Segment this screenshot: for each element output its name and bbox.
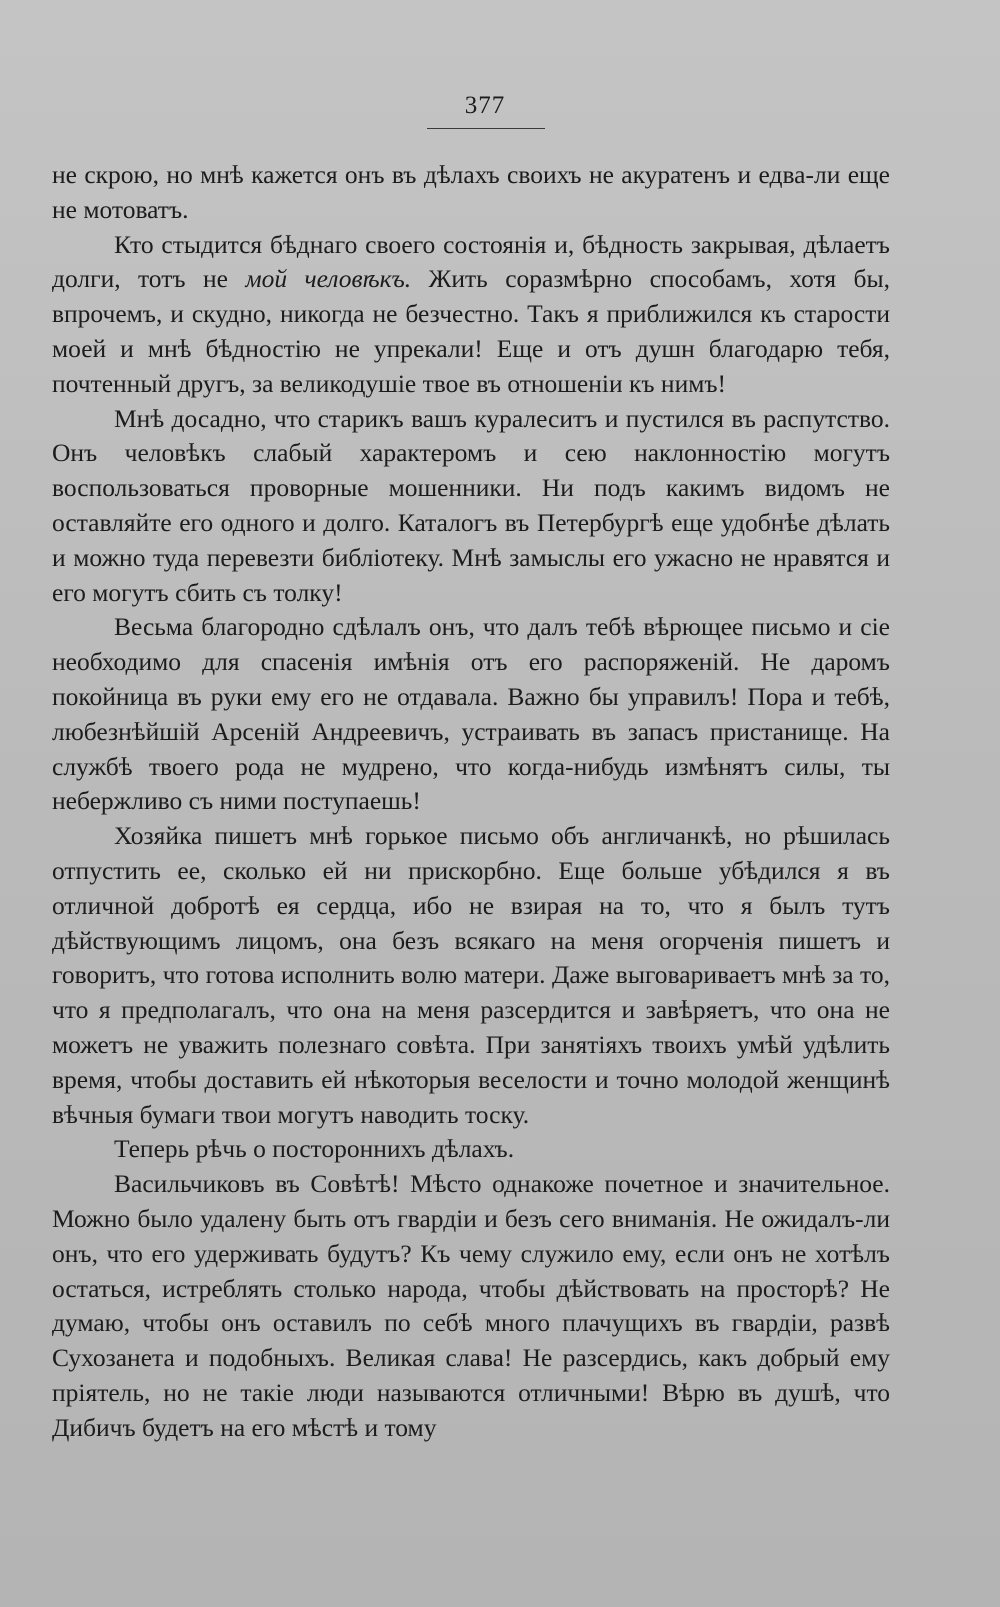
paragraph-7: Васильчиковъ въ Совѣтѣ! Мѣсто однакоже почетное и значительное. Можно было удалену быть отъ гвардіи и безъ сего вниманія. Не ожидалъ-ли онъ, что его удерживать будутъ? Къ чему служило ему, если онъ не хотѣлъ остаться, истреблять столько народа, чтобы дѣйствовать на просторѣ? Не думаю, чтобы онъ оставилъ по себѣ много плачущихъ въ гвардіи, развѣ Сухозанета и подобныхъ. Великая слава! Не разсердись, какъ добрый ему пріятель, но не такіе люди называются отличными! Вѣрю въ душѣ, что Дибичъ будетъ на его мѣстѣ и тому [52,1169,890,1442]
paragraph-2-text-after: Жить соразмѣрно способамъ, хотя бы, впрочемъ, и скудно, никогда не безчестно. Такъ я приближился къ старости моей и мнѣ бѣдностію не упрекали! Еще и отъ душн благодарю тебя, почтенный другъ, за великодушіе твое въ отношеніи къ нимъ! [52,264,891,398]
paragraph-6: Теперь рѣчь о постороннихъ дѣлахъ. [114,1134,515,1164]
paragraph-2-text-before: Кто стыдится бѣднаго своего состоянія и, бѣдность закрывая, дѣлаетъ долги, тотъ не [52,229,890,294]
paragraph-1: не скрою, но мнѣ кажется онъ въ дѣлахъ своихъ не акуратенъ и едва-ли еще не мотоватъ. [52,160,890,224]
paragraph-2-italic-phrase: мой человѣкъ. [245,264,412,294]
page-number: 377 [464,92,506,119]
paragraph-4: Весьма благородно сдѣлалъ онъ, что далъ тебѣ вѣрющее письмо и сіе необходимо для спасенія имѣнія отъ его распоряженій. Не даромъ покойница въ руки ему его не отдавала. Важно бы управилъ! Пора и тебѣ, любезнѣйшій Арсеній Андреевичъ, устраивать въ запасъ пристанище. На службѣ твоего рода не мудрено, что когда-нибудь измѣнятъ силы, ты небержливо съ ними поступаешь! [52,612,890,816]
page-header [0,92,1000,129]
header-rule [427,128,545,129]
paragraph-3: Мнѣ досадно, что старикъ вашъ куралеситъ и пустился въ распутство. Онъ человѣкъ слабый характеромъ и сею наклонностію могутъ воспользоваться проворные мошенники. Ни подъ какимъ видомъ не оставляйте его одного и долго. Каталогъ въ Петербургѣ еще удобнѣе дѣлать и можно туда перевезти библіотеку. Мнѣ замыслы его ужасно не нравятся и его могутъ сбить съ толку! [52,403,890,607]
paragraph-2 [52,228,890,402]
letter-text [52,158,890,1445]
paragraph-5: Хозяйка пишетъ мнѣ горькое письмо объ англичанкѣ, но рѣшилась отпустить ее, сколько ей ни прискорбно. Еще больше убѣдился я въ отличной добротѣ ея сердца, ибо не взирая на то, что я былъ тутъ дѣйствующимъ лицомъ, она безъ всякаго на меня огорченія пишетъ и говоритъ, что готова исполнить волю матери. Даже выговариваетъ мнѣ за то, что я предполагалъ, что она на меня разсердится и завѣряетъ, что она не можетъ не уважить полезнаго совѣта. При занятіяхъ твоихъ умѣй удѣлить время, чтобы доставить ей нѣкоторыя веселости и точно молодой женщинѣ вѣчныя бумаги твои могутъ наводить тоску. [52,821,890,1129]
